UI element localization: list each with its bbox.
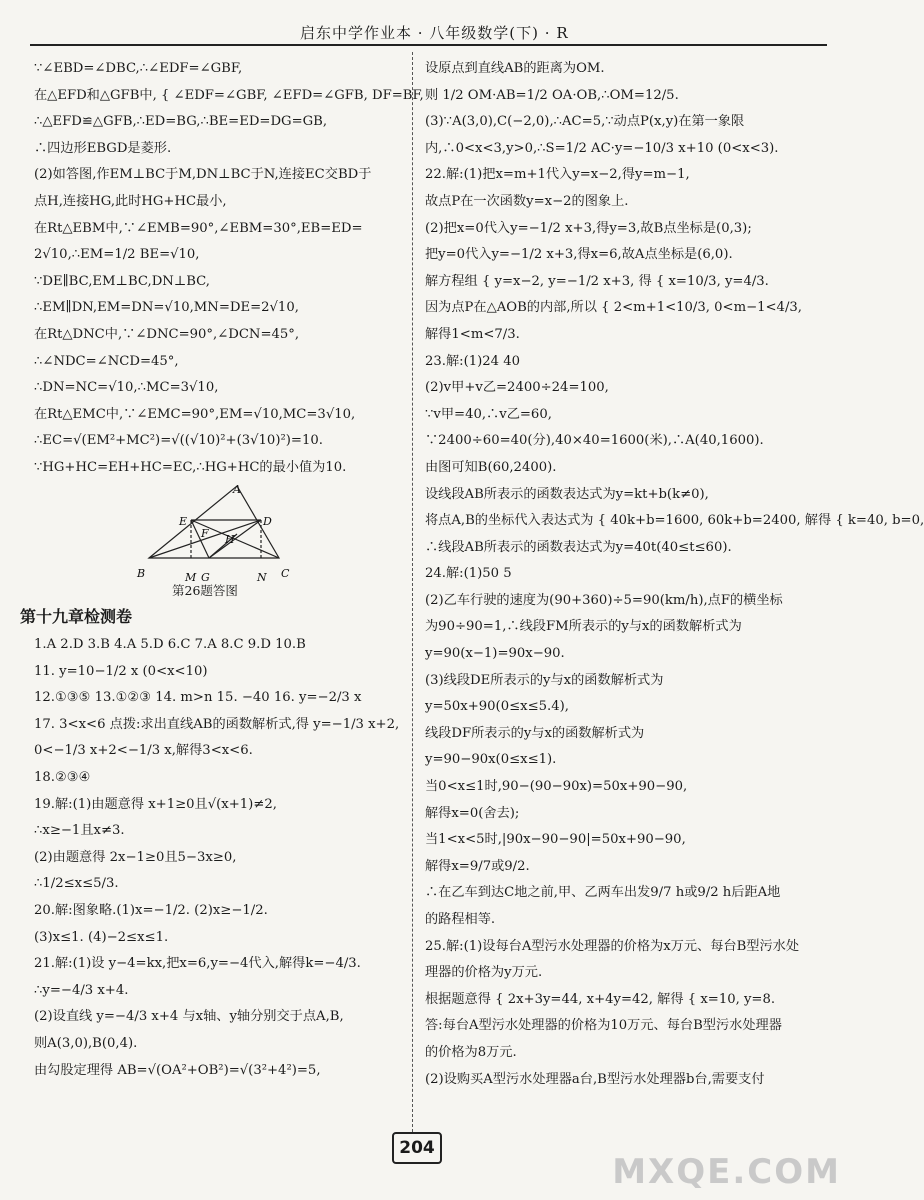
- page-header: [0, 0, 857, 48]
- text-line: (3)线段DE所表示的y与x的函数解析式为: [425, 672, 664, 688]
- text-line: 21.解:(1)设 y−4=kx,把x=6,y=−4代入,解得k=−4/3.: [34, 956, 361, 972]
- text-line: 18.②③④: [34, 769, 91, 785]
- text-line: ∴EC=√(EM²+MC²)=√((√10)²+(3√10)²)=10.: [34, 433, 323, 449]
- text-line: y=90−90x(0≤x≤1).: [425, 752, 557, 768]
- text-line: 设原点到直线AB的距离为OM.: [425, 61, 605, 76]
- text-line: 当0<x≤1时,90−(90−90x)=50x+90−90,: [425, 779, 688, 795]
- point-label: H: [225, 532, 235, 546]
- text-line: ∴1/2≤x≤5/3.: [34, 876, 119, 892]
- header-title: 启东中学作业本 · 八年级数学(下) · R: [300, 24, 569, 42]
- text-line: (3)∵A(3,0),C(−2,0),∴AC=5,∵动点P(x,y)在第一象限: [425, 114, 745, 130]
- text-line: 在Rt△DNC中,∵∠DNC=90°,∠DCN=45°,: [34, 326, 300, 342]
- right-column: [425, 56, 924, 1093]
- geometry-figure: [129, 482, 299, 584]
- header-rule: [30, 44, 827, 46]
- text-line: 则 1/2 OM·AB=1/2 OA·OB,∴OM=12/5.: [425, 87, 679, 103]
- text-line: ∵2400÷60=40(分),40×40=1600(米),∴A(40,1600).: [425, 433, 764, 449]
- text-line: 11. y=10−1/2 x (0<x<10): [34, 663, 208, 679]
- text-line: 23.解:(1)24 40: [425, 353, 521, 369]
- text-line: 解得x=0(舍去);: [425, 805, 520, 821]
- right-solution-block: [425, 56, 924, 1093]
- text-line: (2)乙车行驶的速度为(90+360)÷5=90(km/h),点F的横坐标: [425, 592, 783, 608]
- text-line: 20.解:图象略.(1)x=−1/2. (2)x≥−1/2.: [34, 902, 268, 918]
- point-label: A: [233, 482, 241, 496]
- text-line: 为90÷90=1,∴线段FM所表示的y与x的函数解析式为: [425, 619, 742, 635]
- left-solution-block: [34, 56, 424, 482]
- text-line: 2√10,∴EM=1/2 BE=√10,: [34, 247, 200, 263]
- page-number: 204: [392, 1132, 442, 1164]
- point-label: N: [257, 570, 267, 584]
- point-label: D: [263, 514, 272, 528]
- text-line: 12.①③⑤ 13.①②③ 14. m>n 15. −40 16. y=−2/3 x: [34, 690, 362, 706]
- text-line: (2)v甲+v乙=2400÷24=100,: [425, 380, 609, 396]
- point-label: G: [201, 570, 210, 584]
- text-line: ∴EM∥DN,EM=DN=√10,MN=DE=2√10,: [34, 300, 299, 316]
- text-line: (2)设购买A型污水处理器a台,B型污水处理器b台,需要支付: [425, 1071, 765, 1087]
- text-line: y=90(x−1)=90x−90.: [425, 646, 565, 662]
- text-line: 24.解:(1)50 5: [425, 566, 512, 582]
- text-line: 22.解:(1)把x=m+1代入y=x−2,得y=m−1,: [425, 167, 690, 183]
- text-line: 在Rt△EMC中,∵∠EMC=90°,EM=√10,MC=3√10,: [34, 406, 356, 422]
- text-line: ∵v甲=40,∴v乙=60,: [425, 406, 552, 422]
- text-line: 在Rt△EBM中,∵∠EMB=90°,∠EBM=30°,EB=ED=: [34, 220, 363, 236]
- figure-caption: 第26题答图: [172, 582, 238, 598]
- text-line: ∴四边形EBGD是菱形.: [34, 140, 172, 156]
- text-line: 19.解:(1)由题意得 x+1≥0且√(x+1)≠2,: [34, 796, 277, 812]
- text-line: 则A(3,0),B(0,4).: [34, 1035, 138, 1051]
- point-label: M: [185, 570, 197, 584]
- text-line: 由勾股定理得 AB=√(OA²+OB²)=√(3²+4²)=5,: [34, 1062, 321, 1078]
- text-line: 1.A 2.D 3.B 4.A 5.D 6.C 7.A 8.C 9.D 10.B: [34, 637, 306, 652]
- text-line: (3)x≤1. (4)−2≤x≤1.: [34, 929, 169, 945]
- text-line: (2)把x=0代入y=−1/2 x+3,得y=3,故B点坐标是(0,3);: [425, 220, 752, 236]
- text-line: 线段DF所表示的y与x的函数解析式为: [425, 725, 645, 741]
- point-label: B: [137, 566, 146, 580]
- text-line: ∴△EFD≌△GFB,∴ED=BG,∴BE=ED=DG=GB,: [34, 114, 328, 130]
- text-line: 解得1<m<7/3.: [425, 326, 520, 342]
- text-line: 0<−1/3 x+2<−1/3 x,解得3<x<6.: [34, 743, 253, 759]
- text-line: 内,∴0<x<3,y>0,∴S=1/2 AC·y=−10/3 x+10 (0<x<3).: [425, 140, 779, 156]
- point-label: C: [281, 566, 290, 580]
- text-line: 解得x=9/7或9/2.: [425, 858, 530, 874]
- text-line: (2)如答图,作EM⊥BC于M,DN⊥BC于N,连接EC交BD于: [34, 167, 372, 183]
- text-line: 把y=0代入y=−1/2 x+3,得x=6,故A点坐标是(6,0).: [425, 247, 733, 263]
- text-line: 答:每台A型污水处理器的价格为10万元、每台B型污水处理器: [425, 1018, 782, 1034]
- point-label: E: [179, 514, 188, 528]
- text-line: (2)设直线 y=−4/3 x+4 与x轴、y轴分别交于点A,B,: [34, 1009, 344, 1025]
- text-line: ∵DE∥BC,EM⊥BC,DN⊥BC,: [34, 273, 210, 289]
- text-line: 17. 3<x<6 点拨:求出直线AB的函数解析式,得 y=−1/3 x+2,: [34, 716, 400, 732]
- figure-26: [34, 482, 404, 600]
- watermark-logo: MXQE.COM: [612, 1152, 841, 1192]
- point-label: F: [201, 526, 209, 540]
- text-line: 将点A,B的坐标代入表达式为 { 40k+b=1600, 60k+b=2400, 解得 { k=40, b=0,: [425, 513, 924, 529]
- text-line: 理器的价格为y万元.: [425, 965, 543, 981]
- text-line: 故点P在一次函数y=x−2的图象上.: [425, 193, 629, 209]
- left-answers-block: [34, 632, 404, 1084]
- text-line: (2)由题意得 2x−1≥0且5−3x≥0,: [34, 849, 237, 865]
- text-line: 根据题意得 { 2x+3y=44, x+4y=42, 解得 { x=10, y=8.: [425, 991, 776, 1007]
- text-line: 25.解:(1)设每台A型污水处理器的价格为x万元、每台B型污水处: [425, 938, 800, 954]
- text-line: ∴x≥−1且x≠3.: [34, 823, 125, 839]
- text-line: 设线段AB所表示的函数表达式为y=kt+b(k≠0),: [425, 486, 709, 502]
- text-line: 由图可知B(60,2400).: [425, 459, 557, 475]
- text-line: ∵∠EBD=∠DBC,∴∠EDF=∠GBF,: [34, 61, 243, 76]
- text-line: ∴线段AB所表示的函数表达式为y=40t(40≤t≤60).: [425, 539, 732, 555]
- text-line: 因为点P在△AOB的内部,所以 { 2<m+1<10/3, 0<m−1<4/3,: [425, 300, 802, 316]
- column-divider: [412, 52, 413, 1132]
- text-line: 点H,连接HG,此时HG+HC最小,: [34, 193, 227, 209]
- text-line: 的价格为8万元.: [425, 1044, 517, 1060]
- text-line: 在△EFD和△GFB中, { ∠EDF=∠GBF, ∠EFD=∠GFB, DF=BF,: [34, 87, 424, 103]
- text-line: ∵HG+HC=EH+HC=EC,∴HG+HC的最小值为10.: [34, 459, 347, 475]
- text-line: 解方程组 { y=x−2, y=−1/2 x+3, 得 { x=10/3, y=4/3.: [425, 273, 769, 289]
- text-line: ∴在乙车到达C地之前,甲、乙两车出发9/7 h或9/2 h后距A地: [425, 885, 781, 901]
- text-line: ∴DN=NC=√10,∴MC=3√10,: [34, 380, 219, 396]
- section-title: 第十九章检测卷: [20, 606, 133, 626]
- triangle-abc: [149, 486, 279, 558]
- left-column: [20, 56, 424, 1084]
- text-line: ∴y=−4/3 x+4.: [34, 982, 129, 998]
- text-line: ∴∠NDC=∠NCD=45°,: [34, 353, 179, 369]
- text-line: 的路程相等.: [425, 912, 496, 927]
- text-line: y=50x+90(0≤x≤5.4),: [425, 699, 569, 715]
- text-line: 当1<x<5时,|90x−90−90|=50x+90−90,: [425, 832, 686, 848]
